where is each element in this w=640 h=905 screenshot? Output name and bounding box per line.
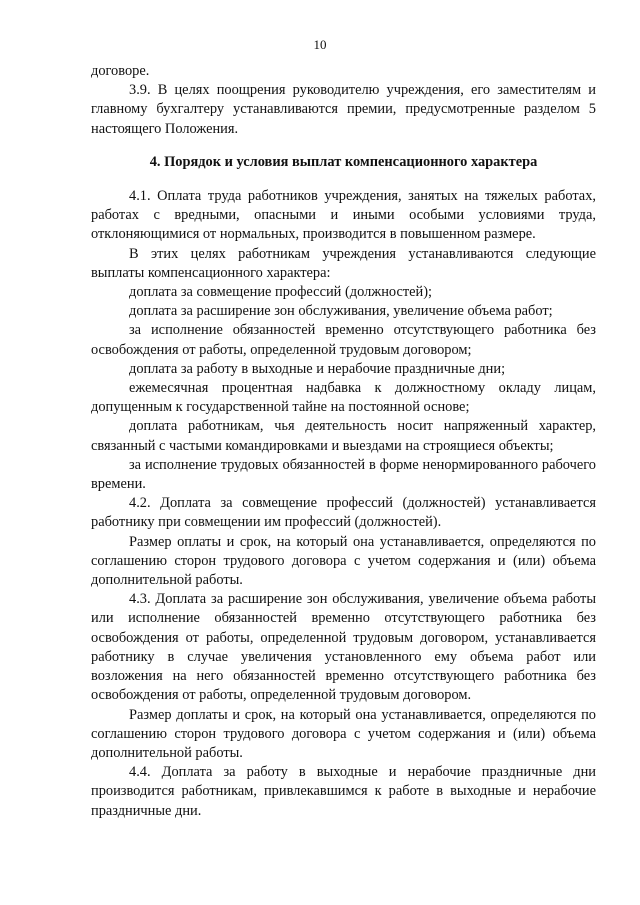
section-heading: 4. Порядок и условия выплат компенсационного характера (149, 153, 538, 170)
paragraph-3-9: 3.9. В целях поощрения руководителю учреждения, его заместителям и главному бухгалтеру устанавливаются премии, предусмотренные разделом 5 настоящего Положения. (91, 82, 596, 137)
list-item: доплата за расширение зон обслуживания, увеличение объема работ; (129, 303, 553, 320)
document-body (91, 62, 596, 821)
list-item: доплата за работу в выходные и нерабочие праздничные дни; (129, 360, 506, 377)
list-item: доплата работникам, чья деятельность носит напряженный характер, связанный с частыми командировками и выездами на строящиеся объекты; (91, 418, 596, 454)
paragraph-4-4: 4.4. Доплата за работу в выходные и нерабочие праздничные дни производится работникам, привлекавшимся к работе в выходные и нерабочие праздничные дни. (91, 764, 596, 819)
paragraph-continuation: договоре. (91, 63, 150, 79)
paragraph-4-3: 4.3. Доплата за расширение зон обслуживания, увеличение объема работы или исполнение обязанностей временно отсутствующего работника без освобождения от работы, определенной трудовым договором, устанавливается работнику в случае увеличения установленного ему объема работ или возложения на него обязанностей временно отсутствующего работника без освобождения от работы, определенной трудовым договором. (91, 591, 596, 704)
list-item: за исполнение обязанностей временно отсутствующего работника без освобождения от работы, определенной трудовым договором; (91, 322, 596, 358)
paragraph-4-1: 4.1. Оплата труда работников учреждения, занятых на тяжелых работах, работах с вредными, опасными и иными особыми условиями труда, отклоняющимися от нормальных, производится в повышенном размере. (91, 188, 596, 243)
paragraph-4-2: 4.2. Доплата за совмещение профессий (должностей) устанавливается работнику при совмещении им профессий (должностей). (91, 495, 596, 531)
paragraph-payment-size: Размер доплаты и срок, на который она устанавливается, определяются по соглашению сторон трудового договора с учетом содержания и (или) объема дополнительной работы. (91, 706, 596, 761)
paragraph-payment-size: Размер оплаты и срок, на который она устанавливается, определяются по соглашению сторон трудового договора с учетом содержания и (или) объема дополнительной работы. (91, 533, 596, 589)
list-item: за исполнение трудовых обязанностей в форме ненормированного рабочего времени. (91, 456, 596, 493)
page-number: 10 (313, 37, 327, 52)
paragraph-intro-list: В этих целях работникам учреждения устанавливаются следующие выплаты компенсационного характера: (91, 245, 596, 281)
list-item: ежемесячная процентная надбавка к должностному окладу лицам, допущенным к государственной тайне на постоянной основе; (91, 380, 596, 416)
list-item: доплата за совмещение профессий (должностей); (129, 284, 433, 301)
